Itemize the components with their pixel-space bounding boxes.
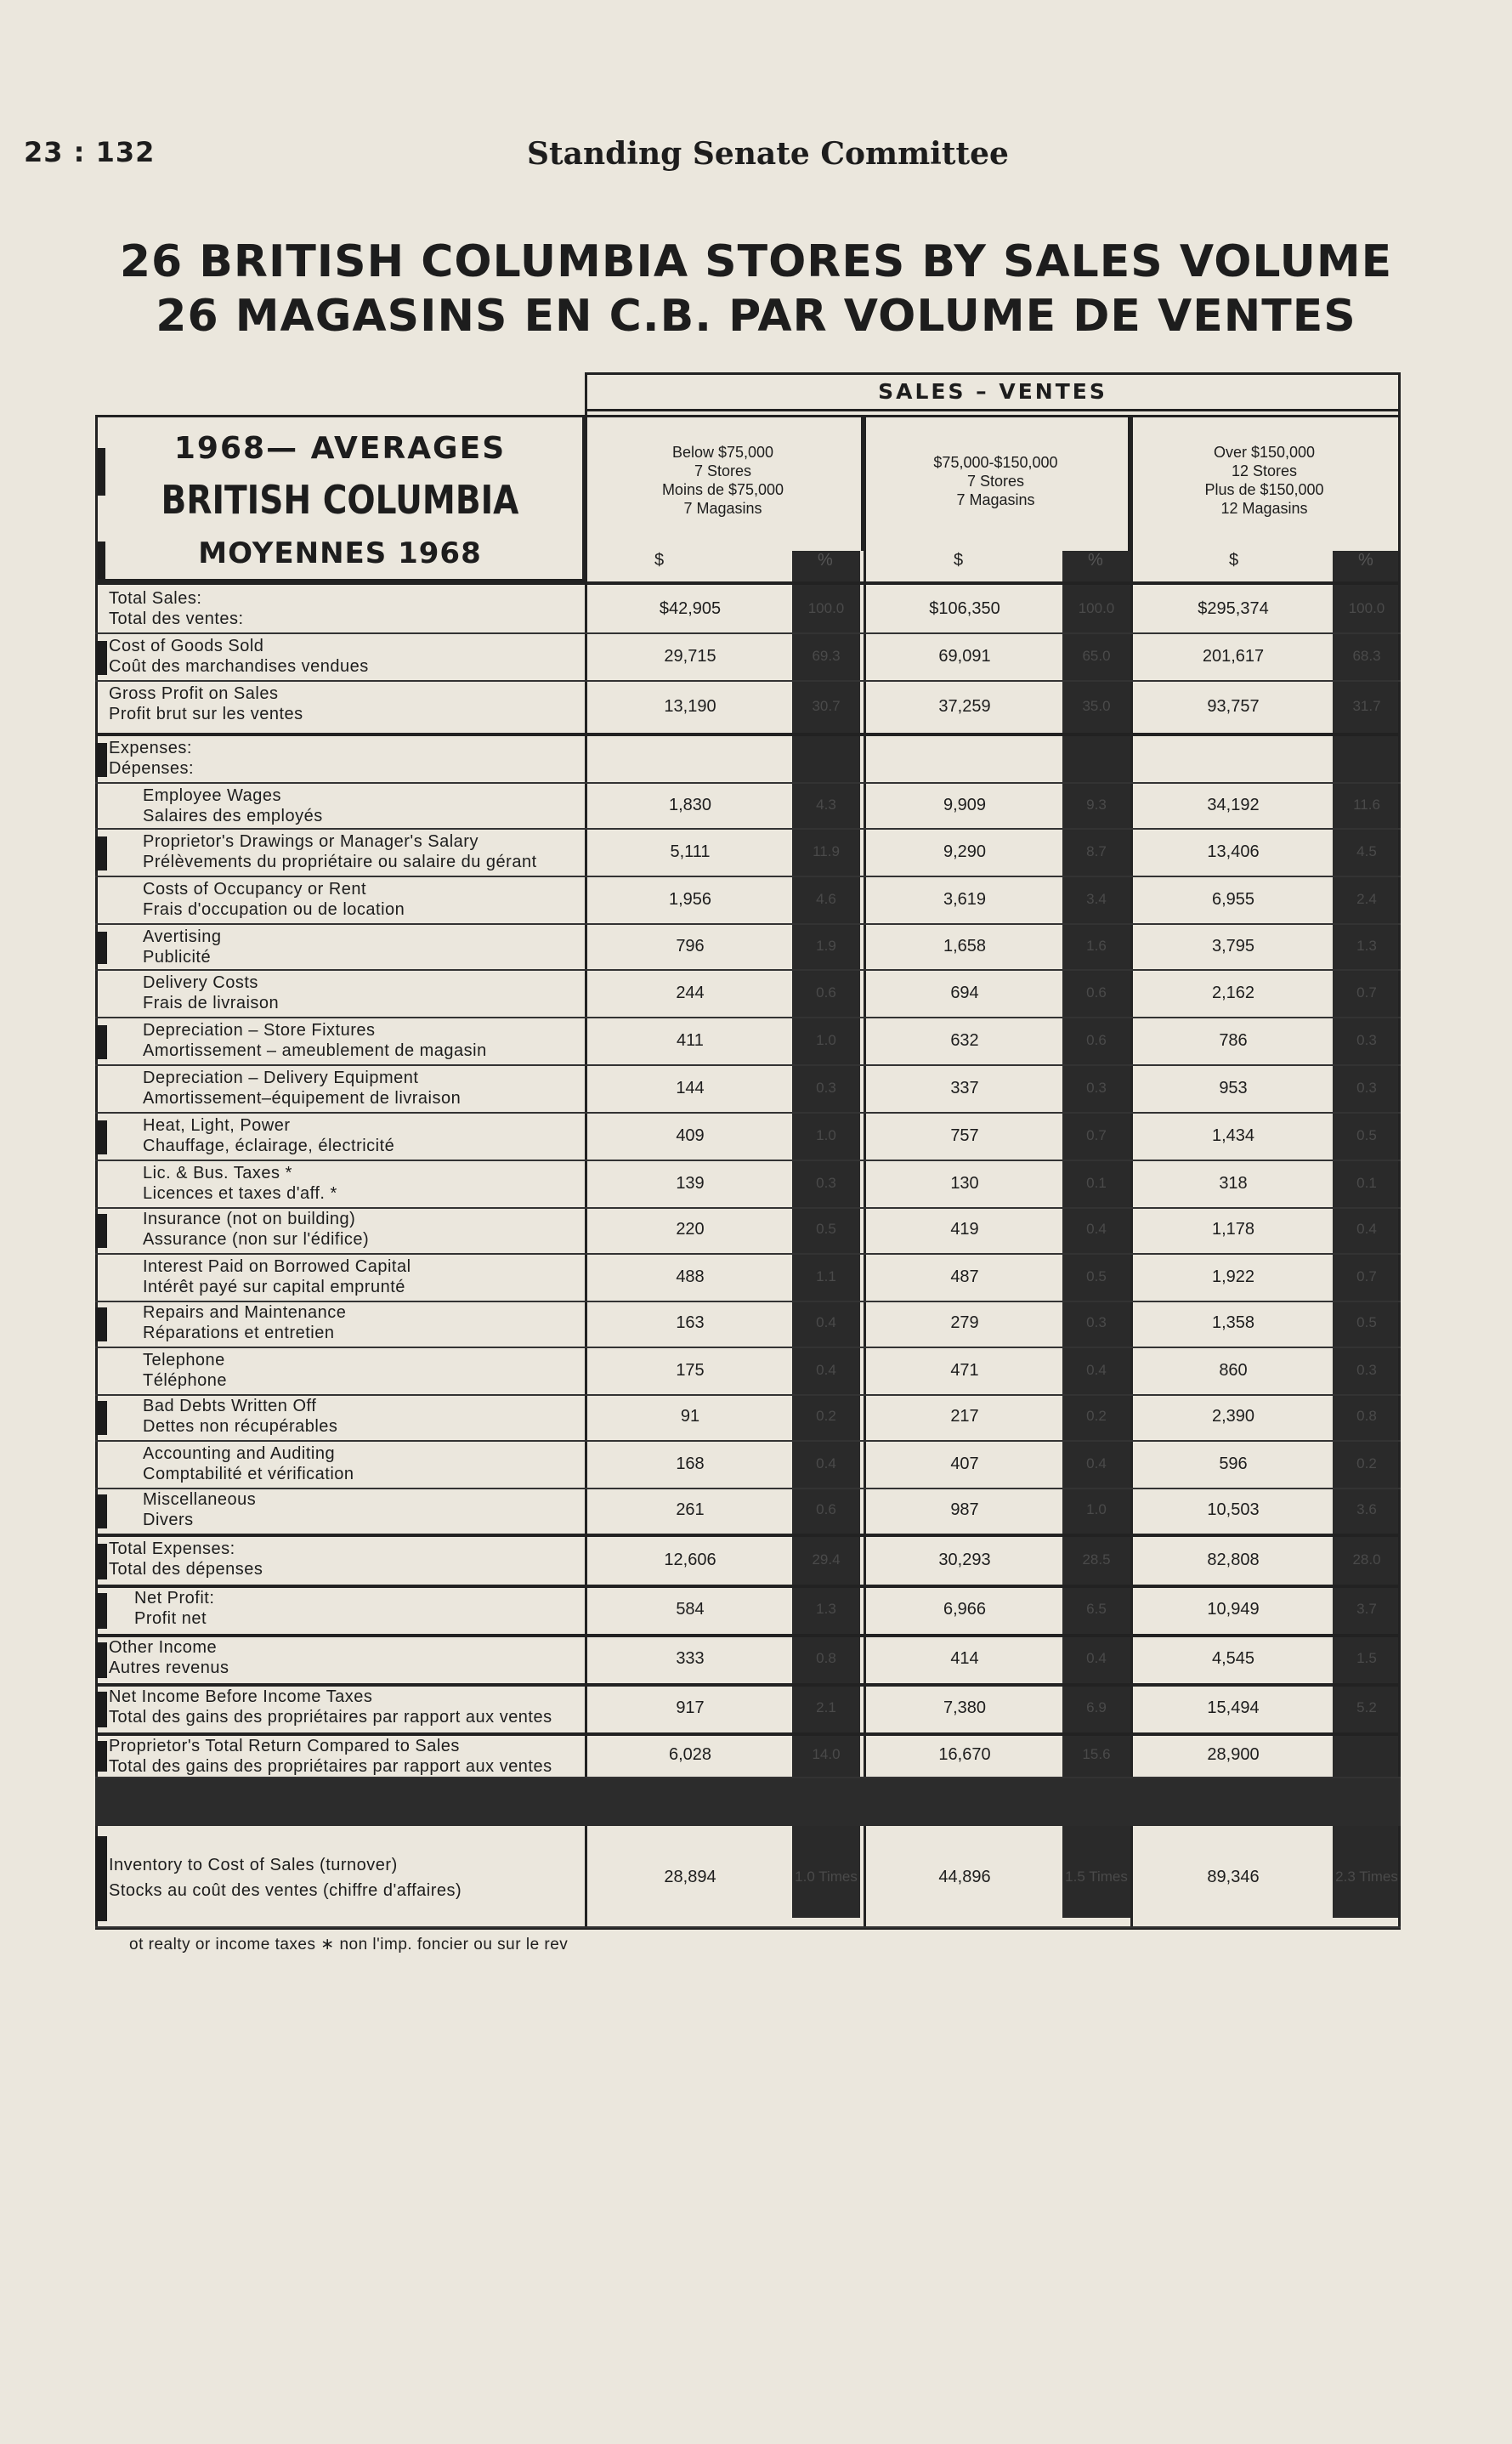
cell-percent: 1.0 [1086, 1501, 1107, 1517]
margin-bar [95, 1544, 107, 1579]
cell-value: 93,757 [1207, 697, 1260, 716]
row-divider [95, 782, 1401, 784]
cell-percent: 0.7 [1356, 1268, 1377, 1284]
stub-heading-province: BRITISH COLUMBIA [161, 477, 519, 523]
cell-percent: 0.4 [1356, 1221, 1377, 1237]
cell-percent: 0.3 [1086, 1314, 1107, 1330]
margin-bar [95, 641, 107, 675]
row-label-en: Proprietor's Drawings or Manager's Salary [143, 832, 479, 851]
cell-value: $295,374 [1198, 599, 1269, 618]
row-label-en: Costs of Occupancy or Rent [143, 880, 367, 899]
cell-value: 69,091 [938, 647, 991, 666]
row-divider [95, 680, 1401, 682]
stub-heading-averages: 1968— AVERAGES [173, 431, 507, 466]
cell-percent: 3.7 [1356, 1601, 1377, 1617]
column-header-line: $75,000-$150,000 [933, 454, 1058, 471]
cell-percent: 1.3 [816, 1601, 836, 1617]
cell-percent: 0.7 [1356, 984, 1377, 1001]
cell-percent: 0.7 [1086, 1127, 1107, 1143]
cell-value: 13,406 [1207, 842, 1260, 861]
cell-percent: 2.1 [816, 1699, 836, 1715]
cell-percent: 0.3 [816, 1080, 836, 1096]
cell-value: 407 [950, 1454, 979, 1473]
cell-value: 139 [676, 1174, 705, 1193]
cell-percent: 0.8 [816, 1650, 836, 1666]
row-label-fr: Intérêt payé sur capital emprunté [143, 1278, 405, 1296]
cell-value: 37,259 [938, 697, 991, 716]
cell-value: 333 [676, 1649, 705, 1668]
row-label-fr: Licences et taxes d'aff. * [143, 1184, 337, 1203]
cell-value: 244 [676, 984, 705, 1002]
cell-value: 168 [676, 1454, 705, 1473]
row-divider [95, 828, 1401, 830]
cell-percent: 0.3 [1356, 1032, 1377, 1048]
cell-percent: 0.2 [1086, 1408, 1107, 1424]
row-divider [95, 733, 1401, 736]
row-label-fr: Salaires des employés [143, 807, 323, 825]
percent-sign: % [1088, 551, 1103, 570]
cell-value: 487 [950, 1267, 979, 1286]
row-label-fr: Autres revenus [109, 1659, 229, 1677]
cell-percent: 14.0 [812, 1746, 841, 1762]
row-divider [95, 1926, 1401, 1928]
cell-value: 917 [676, 1698, 705, 1717]
cell-value: 1,434 [1211, 1126, 1255, 1145]
margin-bar [95, 836, 107, 870]
cell-percent: 11.6 [1353, 797, 1380, 813]
row-label-fr: Prélèvements du propriétaire ou salaire du gérant [143, 853, 537, 871]
cell-percent: 28.5 [1082, 1551, 1111, 1568]
cell-percent: 29.4 [812, 1551, 841, 1568]
cell-value: 44,896 [938, 1868, 991, 1886]
margin-bar [95, 1401, 107, 1435]
row-divider [95, 632, 1401, 634]
row-label-en: Employee Wages [143, 786, 281, 805]
cell-percent: 0.8 [1356, 1408, 1377, 1424]
footnote: ot realty or income taxes ∗ non l'imp. foncier ou sur le rev [129, 1936, 569, 1953]
row-label-fr: Dettes non récupérables [143, 1417, 338, 1436]
margin-bar [95, 1307, 107, 1341]
cell-percent: 0.4 [1086, 1221, 1107, 1237]
row-label-fr: Comptabilité et vérification [143, 1465, 354, 1483]
cell-percent: 11.9 [813, 843, 840, 859]
row-label-en: Miscellaneous [143, 1490, 257, 1509]
cell-value: 89,346 [1207, 1868, 1260, 1886]
cell-percent: 100.0 [1348, 600, 1385, 616]
cell-percent: 0.5 [1356, 1314, 1377, 1330]
column-header-line: Moins de $75,000 [661, 481, 784, 498]
cell-value: 34,192 [1207, 796, 1260, 814]
cell-value: 2,390 [1211, 1407, 1255, 1426]
cell-value: 1,956 [668, 890, 712, 909]
cell-percent: 0.6 [816, 1501, 836, 1517]
cell-value: 175 [676, 1361, 705, 1380]
row-divider [95, 923, 1401, 925]
row-label-fr: Divers [143, 1511, 194, 1529]
row-label-en: Heat, Light, Power [143, 1116, 291, 1135]
row-label-en: Insurance (not on building) [143, 1210, 356, 1228]
column-header-line: Below $75,000 [671, 444, 774, 461]
column-header-line: Over $150,000 [1213, 444, 1316, 461]
row-divider [95, 969, 1401, 971]
cell-value: 632 [950, 1031, 979, 1050]
column-header-line: Plus de $150,000 [1204, 481, 1324, 498]
cell-percent: 9.3 [1086, 797, 1107, 813]
row-divider [95, 1534, 1401, 1537]
cell-percent: 1.5 Times [1065, 1868, 1128, 1885]
cell-percent: 15.6 [1082, 1746, 1111, 1762]
cell-value: 30,293 [938, 1551, 991, 1569]
cell-percent: 0.4 [1086, 1362, 1107, 1378]
page-number: 23 : 132 [24, 136, 156, 168]
row-divider [95, 1253, 1401, 1255]
column-header-75000-150000 [864, 415, 1130, 551]
cell-percent: 3.6 [1356, 1501, 1377, 1517]
cell-value: 471 [950, 1361, 979, 1380]
cell-value: 987 [950, 1500, 979, 1519]
cell-percent: 1.0 Times [795, 1868, 858, 1885]
cell-value: 91 [680, 1407, 700, 1426]
cell-value: 411 [677, 1031, 704, 1050]
cell-value: 1,922 [1211, 1267, 1255, 1286]
row-label-fr: Stocks au coût des ventes (chiffre d'affaires) [109, 1881, 462, 1900]
cell-percent: 3.4 [1086, 891, 1107, 907]
cell-value: 953 [1219, 1079, 1248, 1097]
cell-value: 584 [676, 1600, 705, 1619]
row-label-en: Repairs and Maintenance [143, 1303, 347, 1322]
cell-percent: 4.6 [816, 891, 836, 907]
running-head: Standing Senate Committee [527, 136, 1009, 172]
cell-value: 1,358 [1211, 1313, 1255, 1332]
cell-value: 28,900 [1207, 1745, 1260, 1764]
cell-percent: 0.5 [1086, 1268, 1107, 1284]
cell-percent: 0.6 [816, 984, 836, 1001]
cell-value: 409 [676, 1126, 705, 1145]
cell-value: 9,290 [943, 842, 987, 861]
stub-heading-moyennes: MOYENNES 1968 [198, 536, 482, 570]
cell-value: 596 [1219, 1454, 1248, 1473]
row-divider [95, 876, 1401, 877]
cell-percent: 8.7 [1086, 843, 1107, 859]
row-label-fr: Profit net [134, 1609, 207, 1628]
cell-percent: 5.2 [1356, 1699, 1377, 1715]
row-label-fr: Assurance (non sur l'édifice) [143, 1230, 370, 1249]
cell-percent: 6.5 [1086, 1601, 1107, 1617]
row-label-fr: Publicité [143, 948, 212, 967]
table-border-col [1130, 415, 1133, 1930]
row-divider [95, 1585, 1401, 1588]
row-label-en: Gross Profit on Sales [109, 684, 279, 703]
row-divider [95, 1064, 1401, 1066]
row-label-en: Net Profit: [134, 1589, 215, 1608]
row-label-fr: Amortissement – ameublement de magasin [143, 1041, 487, 1060]
cell-value: 419 [950, 1220, 979, 1239]
margin-bar [95, 1741, 107, 1772]
cell-percent: 1.3 [1356, 938, 1377, 954]
percent-sign: % [818, 551, 833, 570]
cell-value: 6,955 [1211, 890, 1255, 909]
cell-value: $42,905 [659, 599, 722, 618]
row-label-fr: Total des ventes: [109, 610, 244, 628]
cell-percent: 0.1 [1086, 1175, 1107, 1191]
cell-value: 9,909 [943, 796, 987, 814]
cell-value: 1,658 [943, 937, 987, 955]
cell-percent: 28.0 [1352, 1551, 1381, 1568]
margin-bar [95, 1642, 107, 1678]
cell-percent: 0.3 [1356, 1080, 1377, 1096]
cell-value: 10,503 [1207, 1500, 1260, 1519]
row-label-en: Proprietor's Total Return Compared to Sales [109, 1737, 460, 1755]
cell-value: 28,894 [664, 1868, 716, 1886]
cell-percent: 1.0 [816, 1032, 836, 1048]
cell-percent: 69.3 [812, 648, 841, 664]
cell-percent: 4.5 [1356, 843, 1377, 859]
column-header-line: 12 Stores [1231, 462, 1298, 479]
row-label-fr: Coût des marchandises vendues [109, 657, 369, 676]
table-stub-header [95, 415, 585, 581]
cell-value: 757 [950, 1126, 979, 1145]
column-header-over-150000 [1130, 415, 1401, 551]
cell-percent: 0.3 [1086, 1080, 1107, 1096]
cell-value: 3,795 [1211, 937, 1255, 955]
cell-percent: 1.1 [816, 1268, 836, 1284]
cell-value: 29,715 [664, 647, 716, 666]
column-header-line: 12 Magasins [1220, 500, 1308, 517]
cell-value: 6,028 [668, 1745, 712, 1764]
cell-percent: 100.0 [1078, 600, 1115, 616]
column-header-line: 7 Stores [694, 462, 752, 479]
cell-value: 2,162 [1211, 984, 1255, 1002]
row-label-fr: Total des gains des propriétaires par rapport aux ventes [109, 1757, 552, 1776]
cell-value: 786 [1219, 1031, 1248, 1050]
cell-percent: 0.5 [1356, 1127, 1377, 1143]
cell-percent: 2.3 Times [1335, 1868, 1398, 1885]
row-label-en: Lic. & Bus. Taxes * [143, 1164, 292, 1182]
row-label-fr: Amortissement–équipement de livraison [143, 1089, 462, 1108]
row-label-fr: Total des dépenses [109, 1560, 263, 1579]
row-label-en: Accounting and Auditing [143, 1444, 336, 1463]
cell-value: 3,619 [943, 890, 987, 909]
row-label-fr: Chauffage, éclairage, électricité [143, 1137, 395, 1155]
dollar-sign: $ [1229, 551, 1239, 570]
cell-percent: 0.4 [816, 1314, 836, 1330]
row-label-fr: Frais d'occupation ou de location [143, 900, 405, 919]
cell-value: 261 [676, 1500, 705, 1519]
cell-percent: 0.1 [1356, 1175, 1377, 1191]
cell-value: 163 [676, 1313, 705, 1332]
row-divider [95, 1488, 1401, 1489]
cell-value: 201,617 [1202, 647, 1265, 666]
page-title-line2: 26 MAGASINS EN C.B. PAR VOLUME DE VENTES [156, 291, 1356, 342]
margin-bar [95, 1214, 107, 1248]
cell-percent: 0.2 [816, 1408, 836, 1424]
cell-percent: 0.4 [1086, 1455, 1107, 1472]
row-label-en: Avertising [143, 927, 222, 946]
row-label-en: Delivery Costs [143, 973, 258, 992]
row-label-fr: Frais de livraison [143, 994, 280, 1012]
cell-percent: 68.3 [1352, 648, 1381, 664]
column-header-line: 7 Magasins [956, 491, 1035, 508]
cell-percent: 30.7 [812, 698, 841, 714]
column-header-below-75000 [585, 415, 864, 551]
cell-percent: 0.3 [816, 1175, 836, 1191]
margin-bar [95, 1025, 107, 1059]
cell-value: $106,350 [929, 599, 1000, 618]
cell-percent: 0.5 [816, 1221, 836, 1237]
cell-value: 414 [950, 1649, 979, 1668]
cell-value: 217 [950, 1407, 979, 1426]
cell-percent: 0.6 [1086, 984, 1107, 1001]
cell-percent: 1.6 [1086, 938, 1107, 954]
cell-percent: 31.7 [1352, 698, 1381, 714]
row-label-en: Telephone [143, 1351, 225, 1369]
cell-value: 220 [676, 1220, 705, 1239]
cell-percent: 4.3 [816, 797, 836, 813]
cell-value: 7,380 [943, 1698, 987, 1717]
margin-bar [95, 1692, 107, 1727]
row-divider [95, 1112, 1401, 1114]
cell-value: 488 [676, 1267, 705, 1286]
cell-value: 337 [950, 1079, 979, 1097]
row-divider [95, 1634, 1401, 1637]
cell-value: 6,966 [943, 1600, 987, 1619]
cell-value: 15,494 [1207, 1698, 1260, 1717]
cell-percent: 35.0 [1082, 698, 1111, 714]
cell-percent: 65.0 [1082, 648, 1111, 664]
cell-value: 16,670 [938, 1745, 991, 1764]
cell-percent: 1.5 [1356, 1650, 1377, 1666]
percent-sign: % [1358, 551, 1373, 570]
cell-value: 12,606 [664, 1551, 716, 1569]
cell-value: 1,178 [1211, 1220, 1255, 1239]
cell-percent: 2.4 [1356, 891, 1377, 907]
row-label-en: Depreciation – Store Fixtures [143, 1021, 376, 1040]
cell-percent: 0.4 [1086, 1650, 1107, 1666]
row-label-fr: Dépenses: [109, 759, 195, 778]
margin-bar [95, 1494, 107, 1528]
cell-percent: 1.0 [816, 1127, 836, 1143]
page-title-line1: 26 BRITISH COLUMBIA STORES BY SALES VOLUME [119, 236, 1393, 287]
table-border-stub [585, 372, 587, 1930]
cell-value: 860 [1219, 1361, 1248, 1380]
margin-bar [95, 743, 107, 777]
row-label-fr: Profit brut sur les ventes [109, 705, 303, 723]
cell-percent: 0.4 [816, 1455, 836, 1472]
cell-value: 144 [676, 1079, 705, 1097]
cell-value: 13,190 [664, 697, 716, 716]
row-divider [95, 1017, 1401, 1018]
cell-value: 10,949 [1207, 1600, 1260, 1619]
cell-value: 1,830 [668, 796, 712, 814]
margin-bar [95, 1120, 107, 1154]
cell-percent: 6.9 [1086, 1699, 1107, 1715]
cell-percent: 100.0 [807, 600, 845, 616]
dollar-sign: $ [954, 551, 964, 570]
row-label-fr: Réparations et entretien [143, 1324, 335, 1342]
row-label-fr: Téléphone [143, 1371, 228, 1390]
row-label-en: Bad Debts Written Off [143, 1397, 317, 1415]
sales-header: SALES – VENTES [585, 372, 1401, 411]
row-label-en: Interest Paid on Borrowed Capital [143, 1257, 411, 1276]
cell-percent: 0.2 [1356, 1455, 1377, 1472]
table-border-col [864, 415, 866, 1930]
table-header-rule [95, 581, 1401, 585]
cell-value: 5,111 [670, 842, 711, 861]
row-label-en: Net Income Before Income Taxes [109, 1687, 373, 1706]
cell-value: 82,808 [1207, 1551, 1260, 1569]
row-label-en: Cost of Goods Sold [109, 637, 264, 655]
margin-bar [95, 1593, 107, 1629]
cell-value: 279 [950, 1313, 979, 1332]
row-label-en: Depreciation – Delivery Equipment [143, 1069, 419, 1087]
cell-value: 318 [1219, 1174, 1248, 1193]
margin-bar [95, 932, 107, 964]
row-label-en: Expenses: [109, 739, 192, 757]
column-header-line: 7 Stores [966, 473, 1025, 490]
dark-separator-band [95, 1778, 1401, 1826]
column-header-line: 7 Magasins [683, 500, 762, 517]
cell-value: 796 [676, 937, 705, 955]
row-label-fr: Total des gains des propriétaires par rapport aux ventes [109, 1708, 552, 1727]
dollar-sign: $ [654, 551, 665, 570]
row-label-en: Other Income [109, 1638, 218, 1657]
row-label-en: Inventory to Cost of Sales (turnover) [109, 1856, 398, 1874]
margin-bar [95, 1836, 107, 1921]
cell-percent: 0.3 [1356, 1362, 1377, 1378]
row-label-en: Total Sales: [109, 589, 202, 608]
row-divider [95, 1440, 1401, 1442]
cell-percent: 1.9 [816, 938, 836, 954]
cell-percent: 0.4 [816, 1362, 836, 1378]
cell-value: 4,545 [1211, 1649, 1255, 1668]
row-label-en: Total Expenses: [109, 1540, 235, 1558]
cell-percent: 0.6 [1086, 1032, 1107, 1048]
row-divider [95, 1160, 1401, 1161]
cell-value: 130 [950, 1174, 979, 1193]
row-divider [95, 1347, 1401, 1348]
cell-value: 694 [950, 984, 979, 1002]
